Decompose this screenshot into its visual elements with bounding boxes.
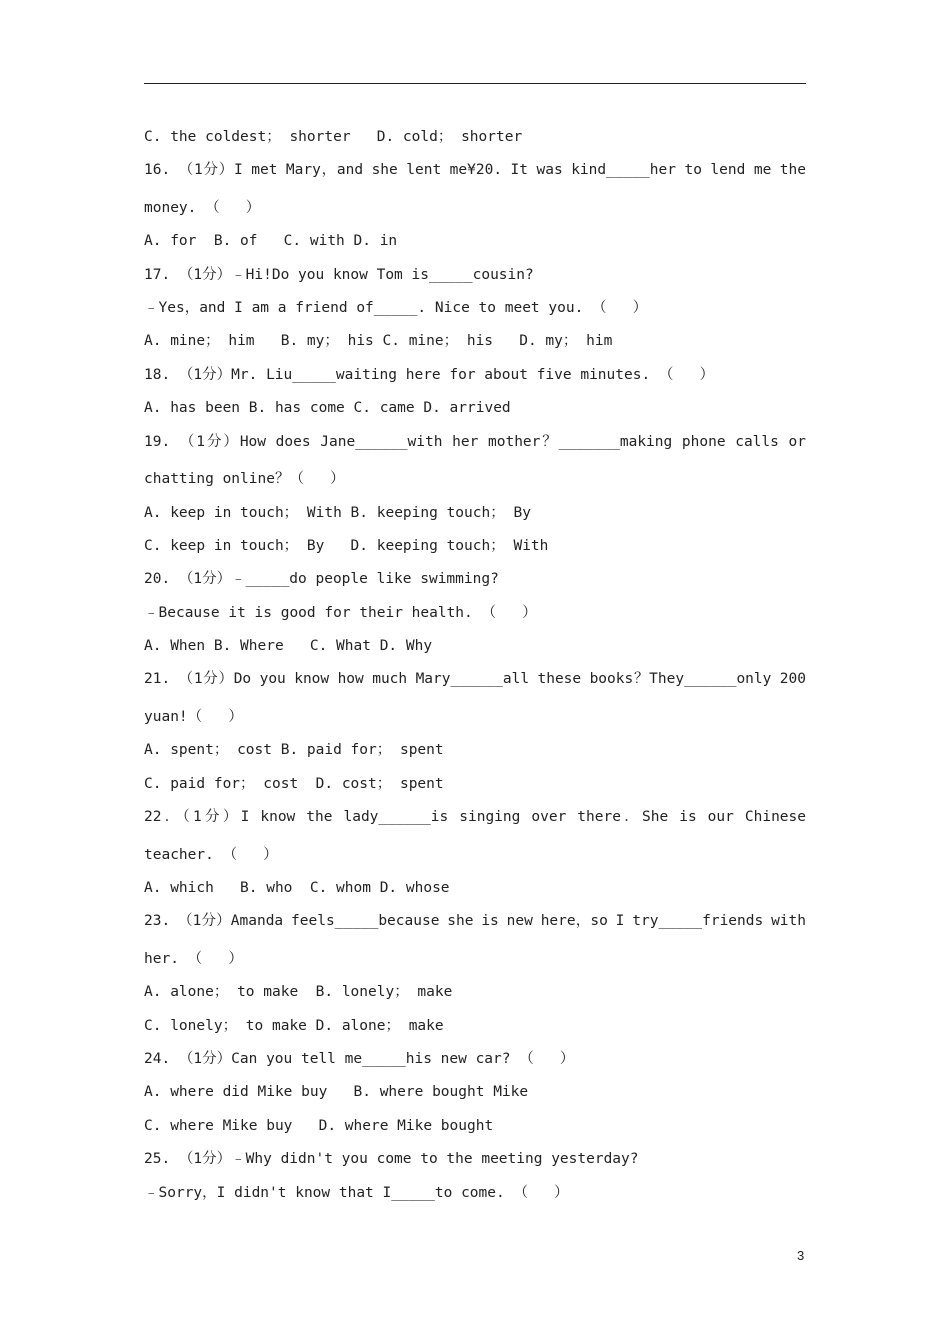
question-20-reply: ﹣Because it is good for their health. （ ） [144, 604, 537, 621]
question-24-options-cd: C. where Mike buy D. where Mike bought [144, 1117, 494, 1134]
question-22-stem-continued: teacher. （ ） [144, 846, 278, 863]
question-25-reply: ﹣Sorry，I didn't know that I_____to come. （ ） [144, 1184, 569, 1201]
question-20-options: A. When B. Where C. What D. Why [144, 638, 433, 655]
question-21-options-cd: C. paid for； cost D. cost； spent [144, 775, 444, 792]
question-19-options-ab: A. keep in touch； With B. keeping touch； By [144, 504, 531, 521]
question-21-options-ab: A. spent； cost B. paid for； spent [144, 742, 444, 759]
question-list [144, 124, 806, 1213]
question-24-stem: 24. （1分）Can you tell me_____his new car? （ ） [144, 1051, 575, 1068]
question-16-stem: 16. （1分）I met Mary，and she lent me¥20. It was kind_____her to lend me the [144, 162, 806, 179]
question-21-stem-continued: yuan!（ ） [144, 708, 243, 725]
question-23-stem-continued: her. （ ） [144, 950, 243, 967]
question-22-options: A. which B. who C. whom D. whose [144, 880, 450, 897]
question-25-stem: 25. （1分）﹣Why didn't you come to the meeting yesterday? [144, 1151, 639, 1168]
option-line: C. the coldest； shorter D. cold； shorter [144, 129, 523, 145]
header-rule [144, 83, 806, 84]
question-23-options-ab: A. alone； to make B. lonely； make [144, 984, 453, 1001]
question-18-options: A. has been B. has come C. came D. arrived [144, 400, 511, 417]
question-19-options-cd: C. keep in touch； By D. keeping touch； With [144, 537, 549, 554]
question-23-stem: 23. （1分）Amanda feels_____because she is new here，so I try_____friends with [144, 913, 806, 930]
page-number: 3 [797, 1248, 805, 1263]
question-22-stem: 22．（1分）I know the lady______is singing over there．She is our Chinese [144, 809, 806, 826]
question-19-stem: 19. （1分）How does Jane______with her mother？_______making phone calls or [144, 433, 806, 450]
question-16-options: A. for B. of C. with D. in [144, 233, 398, 250]
question-23-options-cd: C. lonely； to make D. alone； make [144, 1017, 444, 1034]
question-17-stem: 17. （1分）﹣Hi!Do you know Tom is_____cousin? [144, 266, 534, 283]
question-21-stem: 21. （1分）Do you know how much Mary______all these books？They______only 200 [144, 671, 806, 688]
question-17-reply: ﹣Yes，and I am a friend of_____. Nice to meet you. （ ） [144, 300, 648, 317]
question-16-stem-continued: money. （ ） [144, 199, 261, 216]
question-17-options: A. mine； him B. my； his C. mine； his D. my； him [144, 333, 613, 350]
question-18-stem: 18. （1分）Mr. Liu_____waiting here for about five minutes. （ ） [144, 366, 715, 383]
question-24-options-ab: A. where did Mike buy B. where bought Mike [144, 1084, 529, 1101]
question-20-stem: 20. （1分）﹣_____do people like swimming? [144, 571, 499, 588]
question-19-stem-continued: chatting online？（ ） [144, 471, 345, 488]
